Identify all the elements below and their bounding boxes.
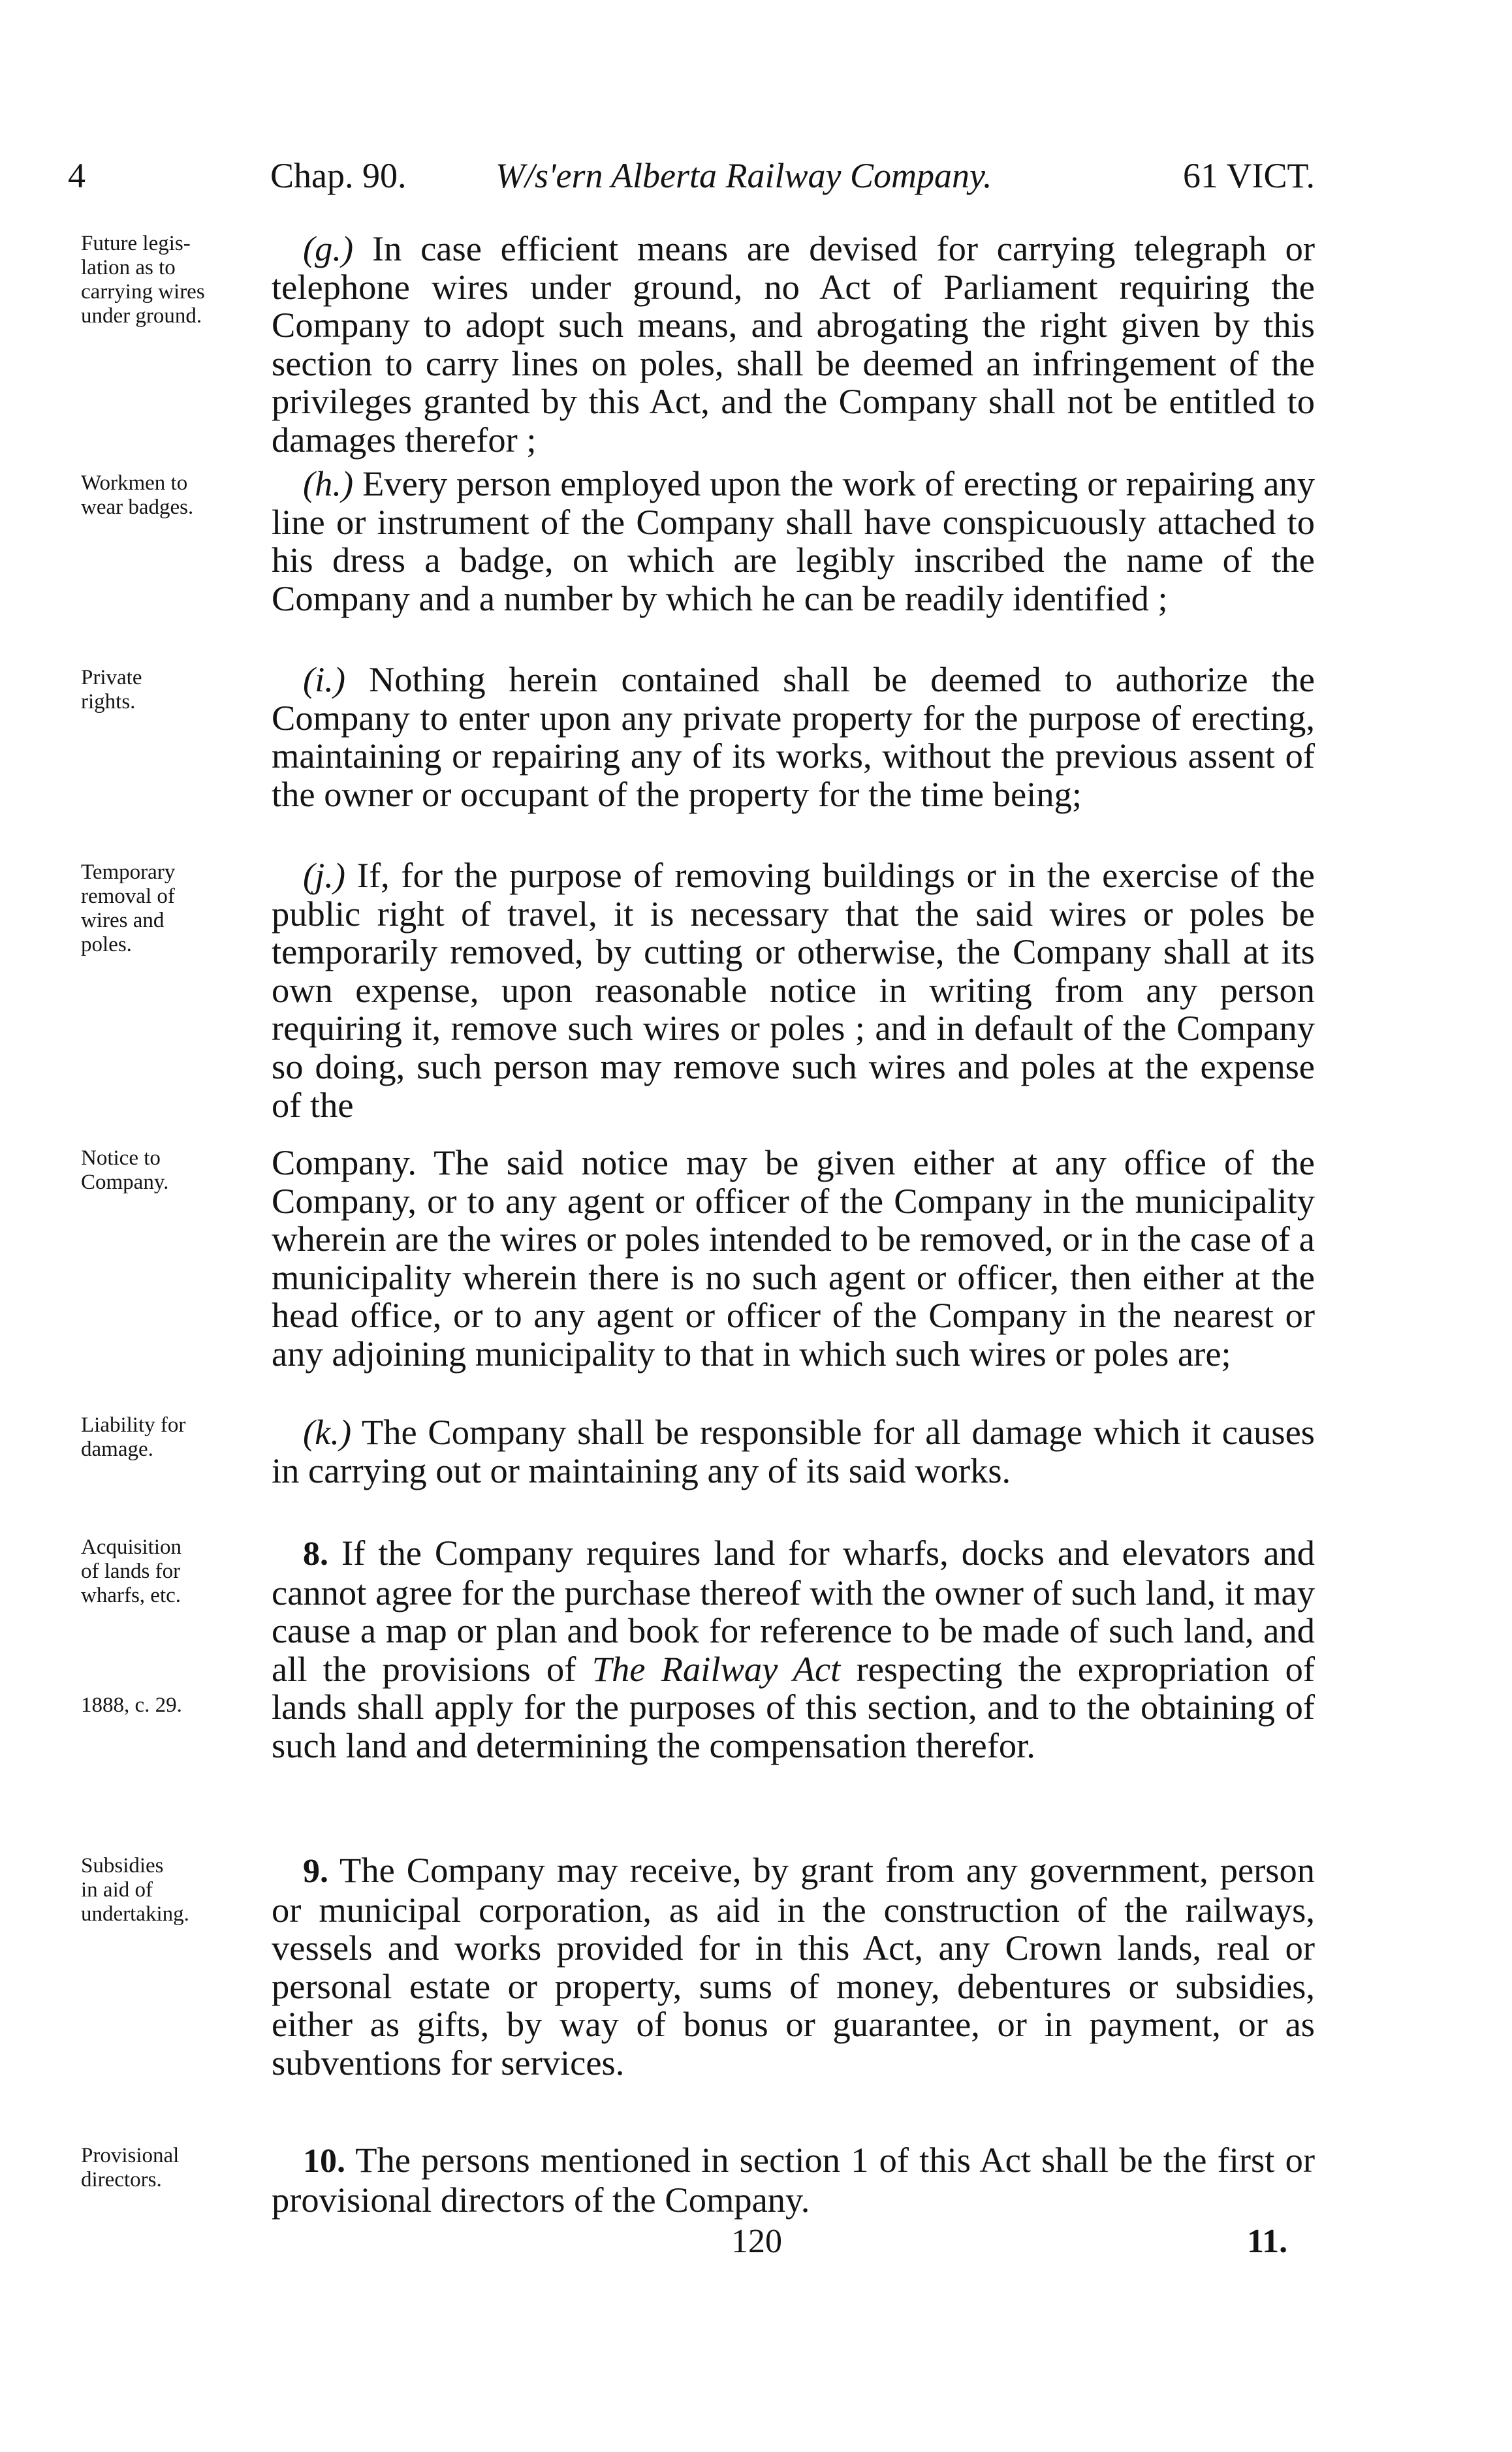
sidenote-statute-ref: 1888, c. 29. <box>81 1693 182 1717</box>
paragraph-j-continued-text: Company. The said notice may be given either at any office of the Company, or to any agent or officer of the Company in the municipality wherein are the wires or poles intended to be removed, or in the case of a municipality wherein there is no such agent or officer, then either at the head office, or to any agent or officer of the Company in the nearest or any adjoining municipality to that in which such wires or poles are; <box>272 1142 1315 1374</box>
clause-label-k: (k.) <box>303 1412 352 1452</box>
clause-label-h: (h.) <box>303 464 354 503</box>
railway-act-reference: The Railway Act <box>591 1648 841 1689</box>
clause-label-i: (i.) <box>303 659 346 699</box>
paragraph-k <box>272 1413 1315 1490</box>
paragraph-g-text: In case efficient means are devised for carrying telegraph or telephone wires under ground, no Act of Parliament requiring the Company to adopt such means, and abrogating the right given by this section to carry lines on poles, shall be deemed an infringement of the privileges granted by this Act, and the Company shall not be entitled to damages therefor ; <box>272 228 1315 460</box>
regnal-year: 61 VICT. <box>1183 156 1315 195</box>
paragraph-j-continued <box>272 1144 1315 1374</box>
page-number: 4 <box>68 156 86 195</box>
section-9-number: 9. <box>303 1853 328 1890</box>
act-title: W/s'ern Alberta Railway Company. <box>496 156 992 195</box>
clause-label-g: (g.) <box>303 228 354 268</box>
sidenote-provisional-directors: Provisional directors. <box>81 2144 180 2192</box>
page-footer <box>0 2222 1512 2264</box>
section-10-text: The persons mentioned in section 1 of this Act shall be the first or provisional directors of the Company. <box>272 2140 1315 2220</box>
section-8-number: 8. <box>303 1535 328 1573</box>
section-10 <box>272 2141 1315 2219</box>
paragraph-j-text: If, for the purpose of removing buildings or in the exercise of the public right of travel, it is necessary that the said wires or poles be temporarily removed, by cutting or otherwise, the Company shall at its own expense, upon reasonable notice in writing from any person requiring it, remove such wires or poles ; and in default of the Company so doing, such person may remove such wires and poles at the expense of the <box>272 855 1315 1125</box>
folio-number: 120 <box>731 2223 782 2260</box>
catchword: 11. <box>1247 2223 1288 2260</box>
sidenote-temporary-removal: Temporary removal of wires and poles. <box>81 860 176 956</box>
sidenote-private-rights: Private rights. <box>81 666 142 714</box>
paragraph-j <box>272 857 1315 1124</box>
clause-label-j: (j.) <box>303 855 346 895</box>
sidenote-acquisition-lands: Acquisition of lands for wharfs, etc. <box>81 1535 181 1607</box>
sidenote-liability: Liability for damage. <box>81 1413 186 1461</box>
sidenote-workmen-badges: Workmen to wear badges. <box>81 471 194 519</box>
section-9 <box>272 1851 1315 2083</box>
paragraph-i-text: Nothing herein contained shall be deemed to authorize the Company to enter upon any private property for the purpose of erecting, maintaining or repairing any of its works, without the previous assent of the owner or occupant of the property for the time being; <box>272 659 1315 814</box>
paragraph-g <box>272 230 1315 460</box>
section-8 <box>272 1534 1315 1765</box>
running-header <box>68 155 1315 208</box>
sidenote-subsidies: Subsidies in aid of undertaking. <box>81 1854 189 1926</box>
section-8-text-a: If the Company requires land for wharfs, docks and elevators and cannot agree for the purchase thereof with the owner of such land, it may cause a map or plan and book for reference to be made of such land, and all the provisions of <box>272 1533 1315 1689</box>
paragraph-k-text: The Company shall be responsible for all damage which it causes in carrying out or maintaining any of its said works. <box>272 1412 1315 1490</box>
sidenote-notice-to-company: Notice to Company. <box>81 1146 169 1194</box>
section-10-number: 10. <box>303 2143 345 2180</box>
section-9-text: The Company may receive, by grant from any government, person or municipal corporation, as aid in the construction of the railways, vessels and works provided for in this Act, any Crown lands, real or personal estate or property, sums of money, debentures or subsidies, either as gifts, by way of bonus or guarantee, or in payment, or as subventions for services. <box>272 1850 1315 2083</box>
paragraph-h-text: Every person employed upon the work of erecting or repairing any line or instrument of the Company shall have conspicuously attached to his dress a badge, on which are legibly inscribed the name of the Company and a number by which he can be readily identified ; <box>272 464 1315 618</box>
paragraph-i <box>272 661 1315 813</box>
section-8-text-b: respecting the expropriation of lands shall apply for the purposes of this section, and to the obtaining of such land and determining the compensation therefor. <box>272 1648 1315 1765</box>
chapter-label: Chap. 90. <box>270 156 407 195</box>
paragraph-h <box>272 465 1315 618</box>
sidenote-future-legislation: Future legis- lation as to carrying wires under ground. <box>81 232 205 328</box>
